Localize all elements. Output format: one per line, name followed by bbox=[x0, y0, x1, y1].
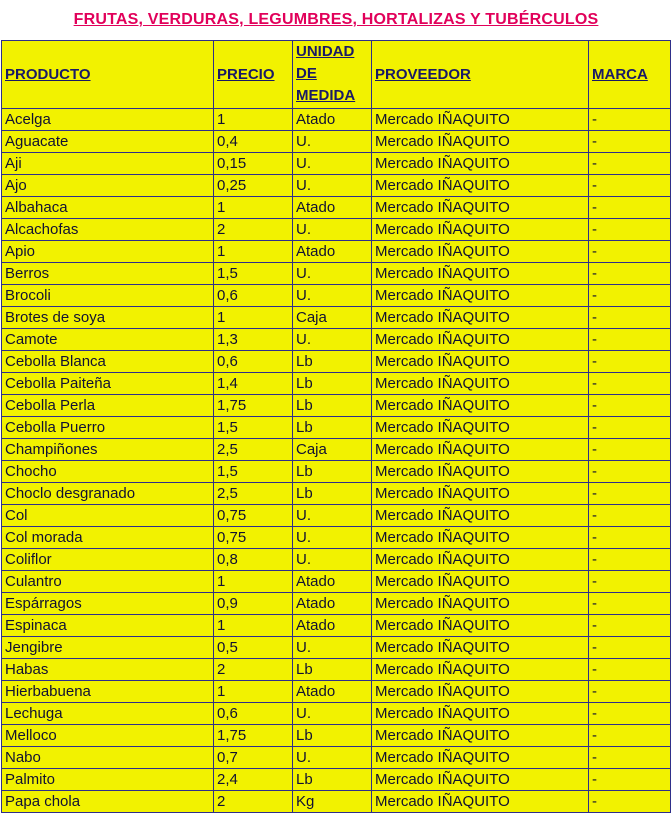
cell-precio[interactable]: 0,75 bbox=[214, 527, 293, 549]
cell-marca[interactable]: - bbox=[589, 461, 671, 483]
cell-producto[interactable]: Champiñones bbox=[2, 439, 214, 461]
cell-unidad[interactable]: U. bbox=[293, 549, 372, 571]
cell-proveedor[interactable]: Mercado IÑAQUITO bbox=[372, 153, 589, 175]
cell-producto[interactable]: Aji bbox=[2, 153, 214, 175]
cell-proveedor[interactable]: Mercado IÑAQUITO bbox=[372, 329, 589, 351]
cell-producto[interactable]: Cebolla Blanca bbox=[2, 351, 214, 373]
cell-precio[interactable]: 1 bbox=[214, 109, 293, 131]
cell-producto[interactable]: Brocoli bbox=[2, 285, 214, 307]
cell-precio[interactable]: 0,7 bbox=[214, 747, 293, 769]
cell-proveedor[interactable]: Mercado IÑAQUITO bbox=[372, 681, 589, 703]
cell-proveedor[interactable]: Mercado IÑAQUITO bbox=[372, 747, 589, 769]
cell-precio[interactable]: 1 bbox=[214, 571, 293, 593]
cell-unidad[interactable]: Kg bbox=[293, 791, 372, 813]
cell-producto[interactable]: Berros bbox=[2, 263, 214, 285]
cell-producto[interactable]: Habas bbox=[2, 659, 214, 681]
cell-proveedor[interactable]: Mercado IÑAQUITO bbox=[372, 417, 589, 439]
cell-unidad[interactable]: U. bbox=[293, 505, 372, 527]
cell-producto[interactable]: Lechuga bbox=[2, 703, 214, 725]
table-row bbox=[2, 571, 671, 593]
cell-marca[interactable]: - bbox=[589, 417, 671, 439]
header-unidad[interactable] bbox=[293, 41, 372, 109]
cell-unidad[interactable]: Lb bbox=[293, 461, 372, 483]
header-unidad-line1: UNIDAD bbox=[296, 43, 355, 60]
cell-precio[interactable]: 0,9 bbox=[214, 593, 293, 615]
cell-marca[interactable]: - bbox=[589, 241, 671, 263]
header-precio[interactable]: PRECIO bbox=[214, 41, 293, 109]
cell-precio[interactable]: 1,5 bbox=[214, 461, 293, 483]
cell-producto[interactable]: Choclo desgranado bbox=[2, 483, 214, 505]
cell-producto[interactable]: Jengibre bbox=[2, 637, 214, 659]
cell-marca[interactable]: - bbox=[589, 329, 671, 351]
cell-unidad[interactable]: U. bbox=[293, 219, 372, 241]
table-row bbox=[2, 791, 671, 813]
cell-producto[interactable]: Cebolla Paiteña bbox=[2, 373, 214, 395]
cell-precio[interactable]: 0,5 bbox=[214, 637, 293, 659]
table-row bbox=[2, 549, 671, 571]
cell-unidad[interactable]: Caja bbox=[293, 439, 372, 461]
table-body bbox=[2, 109, 671, 813]
cell-unidad[interactable]: U. bbox=[293, 285, 372, 307]
table-row bbox=[2, 593, 671, 615]
cell-unidad[interactable]: Lb bbox=[293, 417, 372, 439]
table-row bbox=[2, 241, 671, 263]
cell-proveedor[interactable]: Mercado IÑAQUITO bbox=[372, 703, 589, 725]
cell-marca[interactable]: - bbox=[589, 263, 671, 285]
header-marca[interactable]: MARCA bbox=[589, 41, 671, 109]
cell-proveedor[interactable]: Mercado IÑAQUITO bbox=[372, 483, 589, 505]
table-row bbox=[2, 395, 671, 417]
cell-marca[interactable]: - bbox=[589, 571, 671, 593]
cell-unidad[interactable]: U. bbox=[293, 637, 372, 659]
table-row bbox=[2, 681, 671, 703]
cell-marca[interactable]: - bbox=[589, 351, 671, 373]
cell-proveedor[interactable]: Mercado IÑAQUITO bbox=[372, 307, 589, 329]
table-row bbox=[2, 329, 671, 351]
table-row bbox=[2, 153, 671, 175]
table-row bbox=[2, 527, 671, 549]
cell-proveedor[interactable]: Mercado IÑAQUITO bbox=[372, 263, 589, 285]
table-row bbox=[2, 615, 671, 637]
cell-proveedor[interactable]: Mercado IÑAQUITO bbox=[372, 131, 589, 153]
cell-marca[interactable]: - bbox=[589, 307, 671, 329]
cell-proveedor[interactable]: Mercado IÑAQUITO bbox=[372, 593, 589, 615]
cell-producto[interactable]: Melloco bbox=[2, 725, 214, 747]
cell-producto[interactable]: Albahaca bbox=[2, 197, 214, 219]
cell-producto[interactable]: Papa chola bbox=[2, 791, 214, 813]
cell-unidad[interactable]: Lb bbox=[293, 769, 372, 791]
cell-marca[interactable]: - bbox=[589, 769, 671, 791]
cell-producto[interactable]: Chocho bbox=[2, 461, 214, 483]
cell-marca[interactable]: - bbox=[589, 527, 671, 549]
cell-producto[interactable]: Palmito bbox=[2, 769, 214, 791]
table-row bbox=[2, 285, 671, 307]
cell-producto[interactable]: Camote bbox=[2, 329, 214, 351]
cell-precio[interactable]: 0,8 bbox=[214, 549, 293, 571]
table-row bbox=[2, 307, 671, 329]
cell-marca[interactable]: - bbox=[589, 637, 671, 659]
cell-producto[interactable]: Col bbox=[2, 505, 214, 527]
cell-precio[interactable]: 0,25 bbox=[214, 175, 293, 197]
cell-unidad[interactable]: Atado bbox=[293, 197, 372, 219]
header-unidad-line2: DE bbox=[296, 65, 317, 82]
cell-producto[interactable]: Espinaca bbox=[2, 615, 214, 637]
cell-marca[interactable]: - bbox=[589, 659, 671, 681]
cell-marca[interactable]: - bbox=[589, 153, 671, 175]
cell-proveedor[interactable]: Mercado IÑAQUITO bbox=[372, 395, 589, 417]
cell-precio[interactable]: 2,5 bbox=[214, 483, 293, 505]
cell-precio[interactable]: 0,6 bbox=[214, 703, 293, 725]
cell-proveedor[interactable]: Mercado IÑAQUITO bbox=[372, 571, 589, 593]
cell-marca[interactable]: - bbox=[589, 131, 671, 153]
cell-precio[interactable]: 2,5 bbox=[214, 439, 293, 461]
cell-marca[interactable]: - bbox=[589, 439, 671, 461]
cell-unidad[interactable]: Lb bbox=[293, 351, 372, 373]
cell-marca[interactable]: - bbox=[589, 681, 671, 703]
cell-precio[interactable]: 0,15 bbox=[214, 153, 293, 175]
cell-producto[interactable]: Alcachofas bbox=[2, 219, 214, 241]
cell-producto[interactable]: Culantro bbox=[2, 571, 214, 593]
cell-proveedor[interactable]: Mercado IÑAQUITO bbox=[372, 373, 589, 395]
cell-proveedor[interactable]: Mercado IÑAQUITO bbox=[372, 219, 589, 241]
cell-precio[interactable]: 2 bbox=[214, 791, 293, 813]
table-row bbox=[2, 769, 671, 791]
cell-proveedor[interactable]: Mercado IÑAQUITO bbox=[372, 461, 589, 483]
cell-unidad[interactable]: Lb bbox=[293, 659, 372, 681]
cell-marca[interactable]: - bbox=[589, 219, 671, 241]
cell-producto[interactable]: Cebolla Perla bbox=[2, 395, 214, 417]
cell-precio[interactable]: 2 bbox=[214, 659, 293, 681]
cell-proveedor[interactable]: Mercado IÑAQUITO bbox=[372, 505, 589, 527]
cell-marca[interactable]: - bbox=[589, 373, 671, 395]
cell-producto[interactable]: Cebolla Puerro bbox=[2, 417, 214, 439]
cell-unidad[interactable]: U. bbox=[293, 527, 372, 549]
cell-precio[interactable]: 1,5 bbox=[214, 263, 293, 285]
cell-precio[interactable]: 1,4 bbox=[214, 373, 293, 395]
table-row bbox=[2, 439, 671, 461]
cell-producto[interactable]: Hierbabuena bbox=[2, 681, 214, 703]
header-row bbox=[2, 41, 671, 109]
cell-marca[interactable]: - bbox=[589, 197, 671, 219]
cell-marca[interactable]: - bbox=[589, 593, 671, 615]
table-row bbox=[2, 131, 671, 153]
cell-marca[interactable]: - bbox=[589, 483, 671, 505]
cell-proveedor[interactable]: Mercado IÑAQUITO bbox=[372, 549, 589, 571]
cell-proveedor[interactable]: Mercado IÑAQUITO bbox=[372, 285, 589, 307]
cell-precio[interactable]: 1 bbox=[214, 197, 293, 219]
cell-precio[interactable]: 1 bbox=[214, 681, 293, 703]
cell-precio[interactable]: 0,6 bbox=[214, 351, 293, 373]
cell-precio[interactable]: 2 bbox=[214, 219, 293, 241]
header-producto[interactable]: PRODUCTO bbox=[2, 41, 214, 109]
cell-unidad[interactable]: U. bbox=[293, 175, 372, 197]
cell-producto[interactable]: Ajo bbox=[2, 175, 214, 197]
cell-precio[interactable]: 1 bbox=[214, 615, 293, 637]
table-row bbox=[2, 703, 671, 725]
cell-producto[interactable]: Apio bbox=[2, 241, 214, 263]
cell-unidad[interactable]: Atado bbox=[293, 109, 372, 131]
cell-precio[interactable]: 2,4 bbox=[214, 769, 293, 791]
table-row bbox=[2, 505, 671, 527]
table-row bbox=[2, 747, 671, 769]
header-unidad-line3: MEDIDA bbox=[296, 87, 356, 104]
table-row bbox=[2, 351, 671, 373]
cell-proveedor[interactable]: Mercado IÑAQUITO bbox=[372, 241, 589, 263]
table-row bbox=[2, 263, 671, 285]
table-row bbox=[2, 417, 671, 439]
table-row bbox=[2, 109, 671, 131]
cell-marca[interactable]: - bbox=[589, 725, 671, 747]
cell-marca[interactable]: - bbox=[589, 175, 671, 197]
cell-proveedor[interactable]: Mercado IÑAQUITO bbox=[372, 791, 589, 813]
cell-proveedor[interactable]: Mercado IÑAQUITO bbox=[372, 439, 589, 461]
cell-unidad[interactable]: Atado bbox=[293, 593, 372, 615]
cell-producto[interactable]: Coliflor bbox=[2, 549, 214, 571]
cell-marca[interactable]: - bbox=[589, 747, 671, 769]
cell-producto[interactable]: Col morada bbox=[2, 527, 214, 549]
cell-proveedor[interactable]: Mercado IÑAQUITO bbox=[372, 615, 589, 637]
cell-proveedor[interactable]: Mercado IÑAQUITO bbox=[372, 197, 589, 219]
cell-producto[interactable]: Aguacate bbox=[2, 131, 214, 153]
cell-producto[interactable]: Espárragos bbox=[2, 593, 214, 615]
cell-unidad[interactable]: Lb bbox=[293, 725, 372, 747]
cell-unidad[interactable]: U. bbox=[293, 703, 372, 725]
cell-proveedor[interactable]: Mercado IÑAQUITO bbox=[372, 725, 589, 747]
cell-proveedor[interactable]: Mercado IÑAQUITO bbox=[372, 637, 589, 659]
cell-precio[interactable]: 0,6 bbox=[214, 285, 293, 307]
cell-unidad[interactable]: Atado bbox=[293, 615, 372, 637]
cell-marca[interactable]: - bbox=[589, 615, 671, 637]
cell-proveedor[interactable]: Mercado IÑAQUITO bbox=[372, 109, 589, 131]
cell-unidad[interactable]: U. bbox=[293, 747, 372, 769]
cell-marca[interactable]: - bbox=[589, 505, 671, 527]
cell-marca[interactable]: - bbox=[589, 109, 671, 131]
cell-unidad[interactable]: Caja bbox=[293, 307, 372, 329]
cell-precio[interactable]: 1,75 bbox=[214, 395, 293, 417]
cell-proveedor[interactable]: Mercado IÑAQUITO bbox=[372, 769, 589, 791]
cell-marca[interactable]: - bbox=[589, 791, 671, 813]
table-row bbox=[2, 483, 671, 505]
cell-marca[interactable]: - bbox=[589, 703, 671, 725]
cell-precio[interactable]: 1,75 bbox=[214, 725, 293, 747]
cell-proveedor[interactable]: Mercado IÑAQUITO bbox=[372, 175, 589, 197]
table-row bbox=[2, 373, 671, 395]
cell-unidad[interactable]: Atado bbox=[293, 571, 372, 593]
sheet-title: FRUTAS, VERDURAS, LEGUMBRES, HORTALIZAS Y TUBÉRCULOS bbox=[73, 11, 599, 28]
cell-unidad[interactable]: Lb bbox=[293, 483, 372, 505]
cell-proveedor[interactable]: Mercado IÑAQUITO bbox=[372, 351, 589, 373]
cell-marca[interactable]: - bbox=[589, 285, 671, 307]
header-proveedor[interactable]: PROVEEDOR bbox=[372, 41, 589, 109]
cell-producto[interactable]: Nabo bbox=[2, 747, 214, 769]
cell-producto[interactable]: Brotes de soya bbox=[2, 307, 214, 329]
cell-producto[interactable]: Acelga bbox=[2, 109, 214, 131]
cell-unidad[interactable]: Lb bbox=[293, 395, 372, 417]
table-row bbox=[2, 197, 671, 219]
cell-proveedor[interactable]: Mercado IÑAQUITO bbox=[372, 527, 589, 549]
table-row bbox=[2, 219, 671, 241]
table-row bbox=[2, 659, 671, 681]
cell-precio[interactable]: 0,75 bbox=[214, 505, 293, 527]
cell-unidad[interactable]: Atado bbox=[293, 681, 372, 703]
table-row bbox=[2, 461, 671, 483]
table-row bbox=[2, 725, 671, 747]
cell-marca[interactable]: - bbox=[589, 549, 671, 571]
cell-precio[interactable]: 0,4 bbox=[214, 131, 293, 153]
cell-unidad[interactable]: Lb bbox=[293, 373, 372, 395]
cell-unidad[interactable]: U. bbox=[293, 153, 372, 175]
table-row bbox=[2, 637, 671, 659]
cell-unidad[interactable]: U. bbox=[293, 329, 372, 351]
cell-precio[interactable]: 1 bbox=[214, 307, 293, 329]
cell-precio[interactable]: 1 bbox=[214, 241, 293, 263]
cell-unidad[interactable]: Atado bbox=[293, 241, 372, 263]
cell-proveedor[interactable]: Mercado IÑAQUITO bbox=[372, 659, 589, 681]
table-row bbox=[2, 175, 671, 197]
cell-precio[interactable]: 1,5 bbox=[214, 417, 293, 439]
cell-precio[interactable]: 1,3 bbox=[214, 329, 293, 351]
cell-marca[interactable]: - bbox=[589, 395, 671, 417]
product-table bbox=[1, 40, 671, 813]
cell-unidad[interactable]: U. bbox=[293, 263, 372, 285]
cell-unidad[interactable]: U. bbox=[293, 131, 372, 153]
